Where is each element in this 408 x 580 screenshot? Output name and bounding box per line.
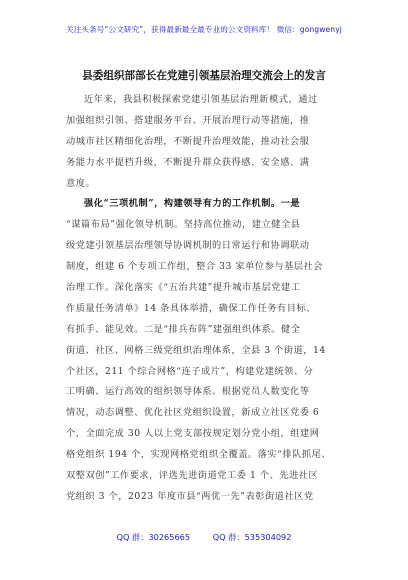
paragraph-line: 双整双创”工作要求，评选先进街道党工委 1 个、先进社区	[66, 470, 319, 482]
paragraph-line: 有抓手、能见效。二是“排兵布阵”建强组织体系。健全	[66, 323, 301, 335]
paragraph-line: “谋篇布局”强化领导机制。坚持高位推动，建立健全县	[66, 219, 301, 231]
paragraph-line: 街道、社区、网格三级党组织治理体系，全县 3 个街道，14	[66, 344, 326, 356]
paragraph-line: 加强组织引领、搭建服务平台、开展治理行动等措施，推	[66, 114, 310, 126]
paragraph-line: 级党建引领基层治理领导协调机制的日常运行和协调联动	[66, 240, 310, 252]
paragraph-line: 个社区，211 个综合网格“连子成片”，构建党建统领、分	[66, 365, 314, 377]
section-heading-line: 强化“三项机制”，构建领导有力的工作机制。一是	[84, 198, 301, 210]
paragraph-line: 治理工作。深化落实《“五治共建”提升城市基层党建工	[66, 282, 301, 294]
paragraph-line: 意度。	[66, 177, 96, 189]
paragraph-line: 工明确、运行高效的组织领导体系。根据党员人数变化等	[66, 386, 310, 398]
header-note: 关注头条号“公文研究”，获得最新最全最专业的公文资料库！ 微信：gongwenyj	[66, 25, 342, 34]
footer-qq-group-1: QQ 群：30265665	[116, 532, 191, 542]
paragraph-line: 近年来，我县积极探索党建引领基层治理新模式，通过	[84, 94, 318, 105]
paragraph-line: 动城市社区精细化治理，不断提升治理效能，推动社会服	[66, 135, 310, 147]
paragraph-line: 情况，动态调整、优化社区党组织设置，新成立社区党委 6	[66, 407, 320, 419]
footer-qq-group-2: QQ 群：535304092	[212, 532, 292, 542]
paragraph-line: 务能力水平提档升级，不断提升群众获得感、安全感、满	[66, 156, 310, 168]
document-title: 县委组织部部长在党建引领基层治理交流会上的发言	[82, 70, 326, 82]
paragraph-line: 制度，组建 6 个专项工作组，整合 33 家单位参与基层社会	[66, 261, 324, 273]
paragraph-line: 作质量任务清单》14 条具体举措，确保工作任务有目标、	[66, 302, 316, 314]
paragraph-line: 党组织 3 个，2023 年度市县“两优一先”表彰街道社区党	[66, 490, 314, 502]
paragraph-line: 个，全面完成 30 人以上党支部按规定划分党小组，组建网	[66, 428, 320, 440]
paragraph-line: 格党组织 194 个，实现网格党组织全覆盖。落实“排队抓尾、	[66, 449, 332, 461]
document-body	[66, 90, 352, 508]
footer-qq-groups	[0, 532, 408, 543]
